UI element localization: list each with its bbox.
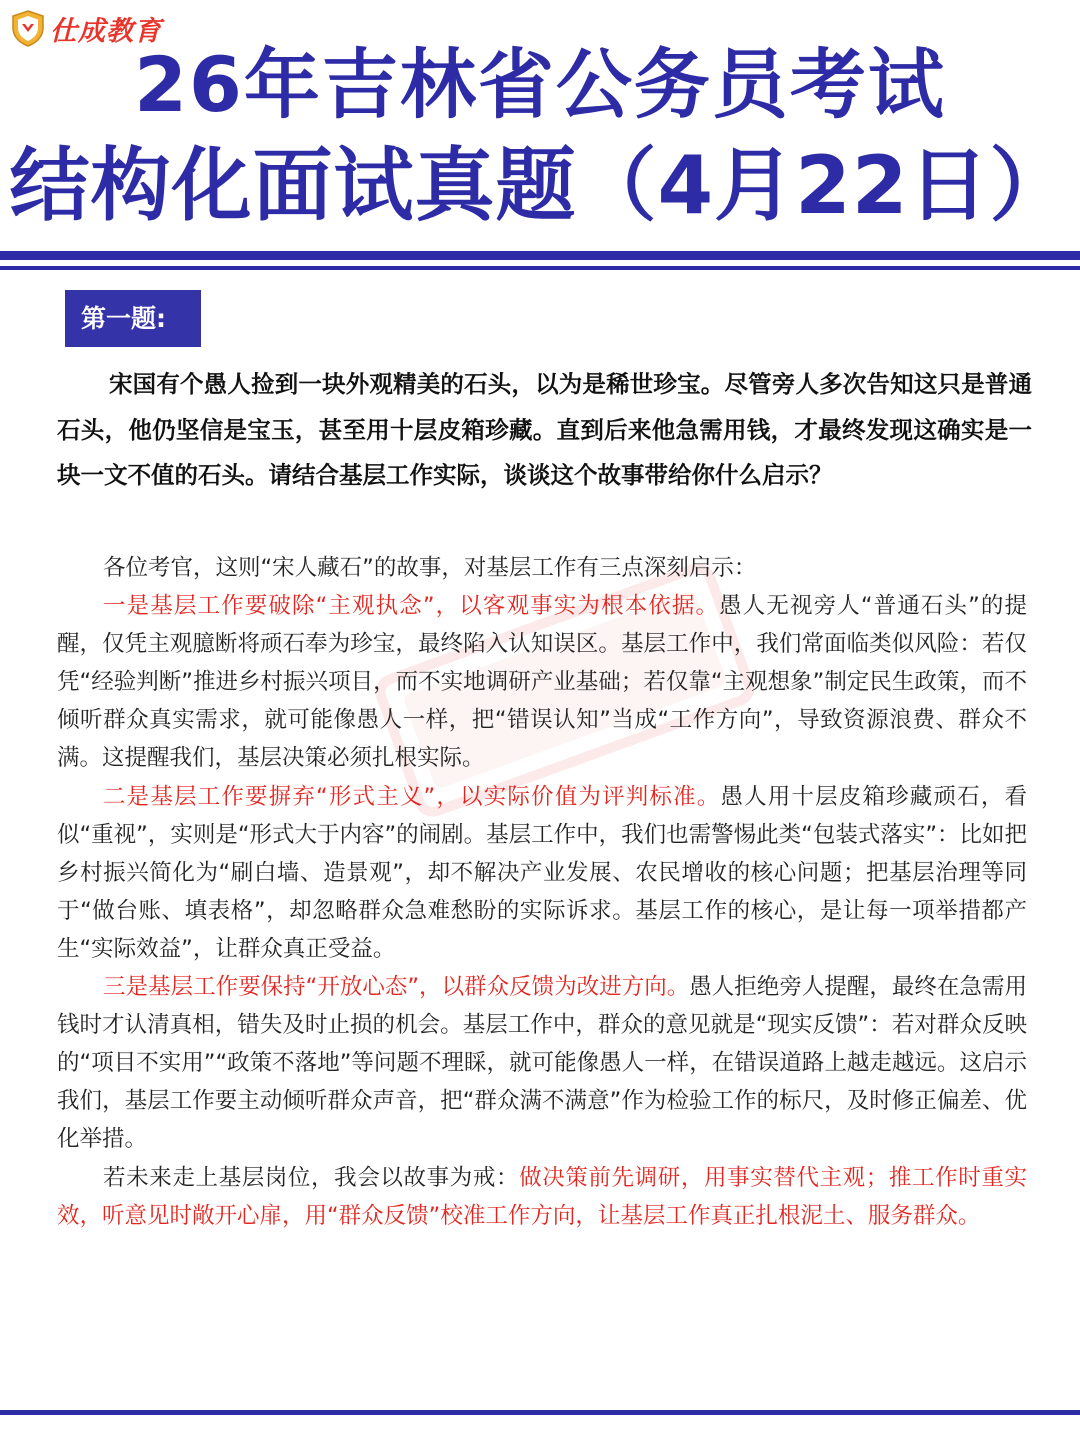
answer-point-2 [57,778,1027,968]
point-3-body: 愚人拒绝旁人提醒，最终在急需用钱时才认清真相，错失及时止损的机会。基层工作中，群众的意见就是“现实反馈”：若对群众反映的“项目不实用”“政策不落地”等问题不理睬，就可能像愚人一样，在错误道路上越走越远。这启示我们，基层工作要主动倾听群众声音，把“群众满不满意”作为检验工作的标尺，及时修正偏差、优化举措。 [57,974,1027,1153]
question-label-badge: 第一题: [65,290,201,347]
question-text: 宋国有个愚人捡到一块外观精美的石头，以为是稀世珍宝。尽管旁人多次告知这只是普通石头，他仍坚信是宝玉，甚至用十层皮箱珍藏。直到后来他急需用钱，才最终发现这确实是一块一文不值的石头。请结合基层工作实际，谈谈这个故事带给你什么启示？ [57,370,1032,489]
answer-point-3 [57,968,1027,1158]
brand-name: 仕成教育 [50,15,162,47]
answer-point-1 [57,587,1027,777]
point-1-highlight: 一是基层工作要破除“主观执念”，以客观事实为根本依据。 [103,593,720,620]
point-2-body: 愚人用十层皮箱珍藏顽石，看似“重视”，实则是“形式大于内容”的闹剧。基层工作中，我们也需警惕此类“包装式落实”：比如把乡村振兴简化为“刷白墙、造景观”，却不解决产业发展、农民增收的核心问题；把基层治理等同于“做台账、填表格”，却忽略群众急难愁盼的实际诉求。基层工作的核心，是让每一项举措都产生“实际效益”，让群众真正受益。 [57,783,1027,962]
closing-highlight: 做决策前先调研，用事实替代主观；推工作时重实效，听意见时敞开心扉，用“群众反馈”校准工作方向，让基层工作真正扎根泥土、服务群众。 [57,1164,1027,1229]
answer-body [57,549,1027,1235]
header-divider-thin [0,266,1080,270]
answer-intro: 各位考官，这则“宋人藏石”的故事，对基层工作有三点深刻启示： [103,555,757,581]
point-2-highlight: 二是基层工作要摒弃“形式主义”，以实际价值为评判标准。 [103,783,721,810]
answer-closing [57,1159,1027,1235]
point-3-highlight: 三是基层工作要保持“开放心态”，以群众反馈为改进方向。 [103,974,690,1001]
closing-body: 若未来走上基层岗位，我会以故事为戒： [103,1164,520,1191]
header-divider-thick [0,251,1080,260]
point-1-body: 愚人无视旁人“普通石头”的提醒，仅凭主观臆断将顽石奉为珍宝，最终陷入认知误区。基层工作中，我们常面临类似风险：若仅凭“经验判断”推进乡村振兴项目，而不实地调研产业基础；若仅靠“主观想象”制定民生政策，而不倾听群众真实需求，就可能像愚人一样，把“错误认知”当成“工作方向”，导致资源浪费、群众不满。这提醒我们，基层决策必须扎根实际。 [57,593,1027,772]
footer-divider [0,1410,1080,1415]
page-title-line-1: 26年吉林省公务员考试 [134,40,946,129]
page-title-line-2: 结构化面试真题（4月22日） [9,139,1071,232]
